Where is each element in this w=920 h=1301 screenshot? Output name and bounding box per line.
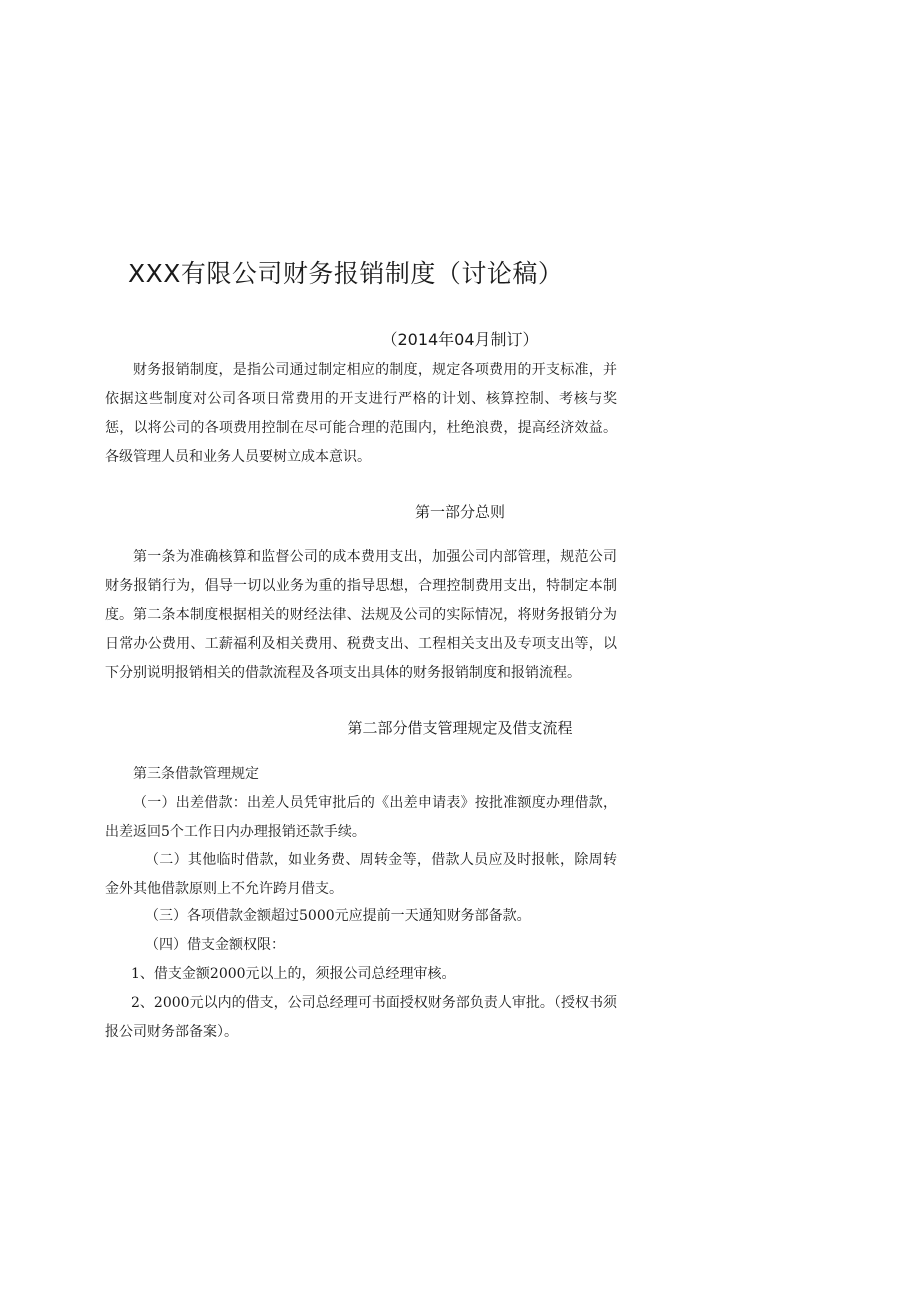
article2-paragraph: [105, 601, 617, 688]
item1-text: （一）出差借款：出差人员凭审批后的《出差申请表》按批准额度办理借款，出差返回5个工作日内办理报销还款手续。: [105, 795, 617, 840]
part2-heading: 第二部分借支管理规定及借支流程: [347, 719, 573, 737]
article1-text: 第一条为准确核算和监督公司的成本费用支出，加强公司内部管理，规范公司财务报销行为，倡导一切以业务为重的指导思想，合理控制费用支出，特制定本制度。: [105, 549, 617, 623]
intro-paragraph: [105, 356, 617, 472]
item4-text: （四）借支金额权限：: [145, 937, 285, 953]
item2-text: （二）其他临时借款，如业务费、周转金等，借款人员应及时报帐，除周转金外其他借款原则上不允许跨月借支。: [105, 852, 617, 897]
part1-heading: 第一部分总则: [414, 503, 505, 521]
sub2-paragraph: [105, 989, 617, 1047]
item1-paragraph: [105, 789, 617, 847]
intro-text: 财务报销制度，是指公司通过制定相应的制度，规定各项费用的开支标准，并依据这些制度对公司各项日常费用的开支进行严格的计划、核算控制、考核与奖惩，以将公司的各项费用控制在尽可能合理的范围内，杜绝浪费，提高经济效益。各级管理人员和业务人员要树立成本意识。: [105, 362, 617, 465]
document-title: XXX有限公司财务报销制度（讨论稿）: [128, 259, 564, 288]
article2-text: 第二条本制度根据相关的财经法律、法规及公司的实际情况，将财务报销分为日常办公费用、工薪福利及相关费用、税费支出、工程相关支出及专项支出等，以下分别说明报销相关的借款流程及各项支出具体的财务报销制度和报销流程。: [105, 607, 617, 681]
article3-title: 第三条借款管理规定: [133, 766, 259, 782]
sub1-text: 1、借支金额2000元以上的，须报公司总经理审核。: [131, 966, 456, 982]
sub2-text: 2、2000元以内的借支，公司总经理可书面授权财务部负责人审批。（授权书须报公司财务部备案）。: [105, 995, 617, 1040]
revision-date: （2014年04月制订）: [381, 330, 539, 349]
item3-text: （三）各项借款金额超过5000元应提前一天通知财务部备款。: [145, 908, 531, 924]
item2-paragraph: [105, 846, 617, 904]
